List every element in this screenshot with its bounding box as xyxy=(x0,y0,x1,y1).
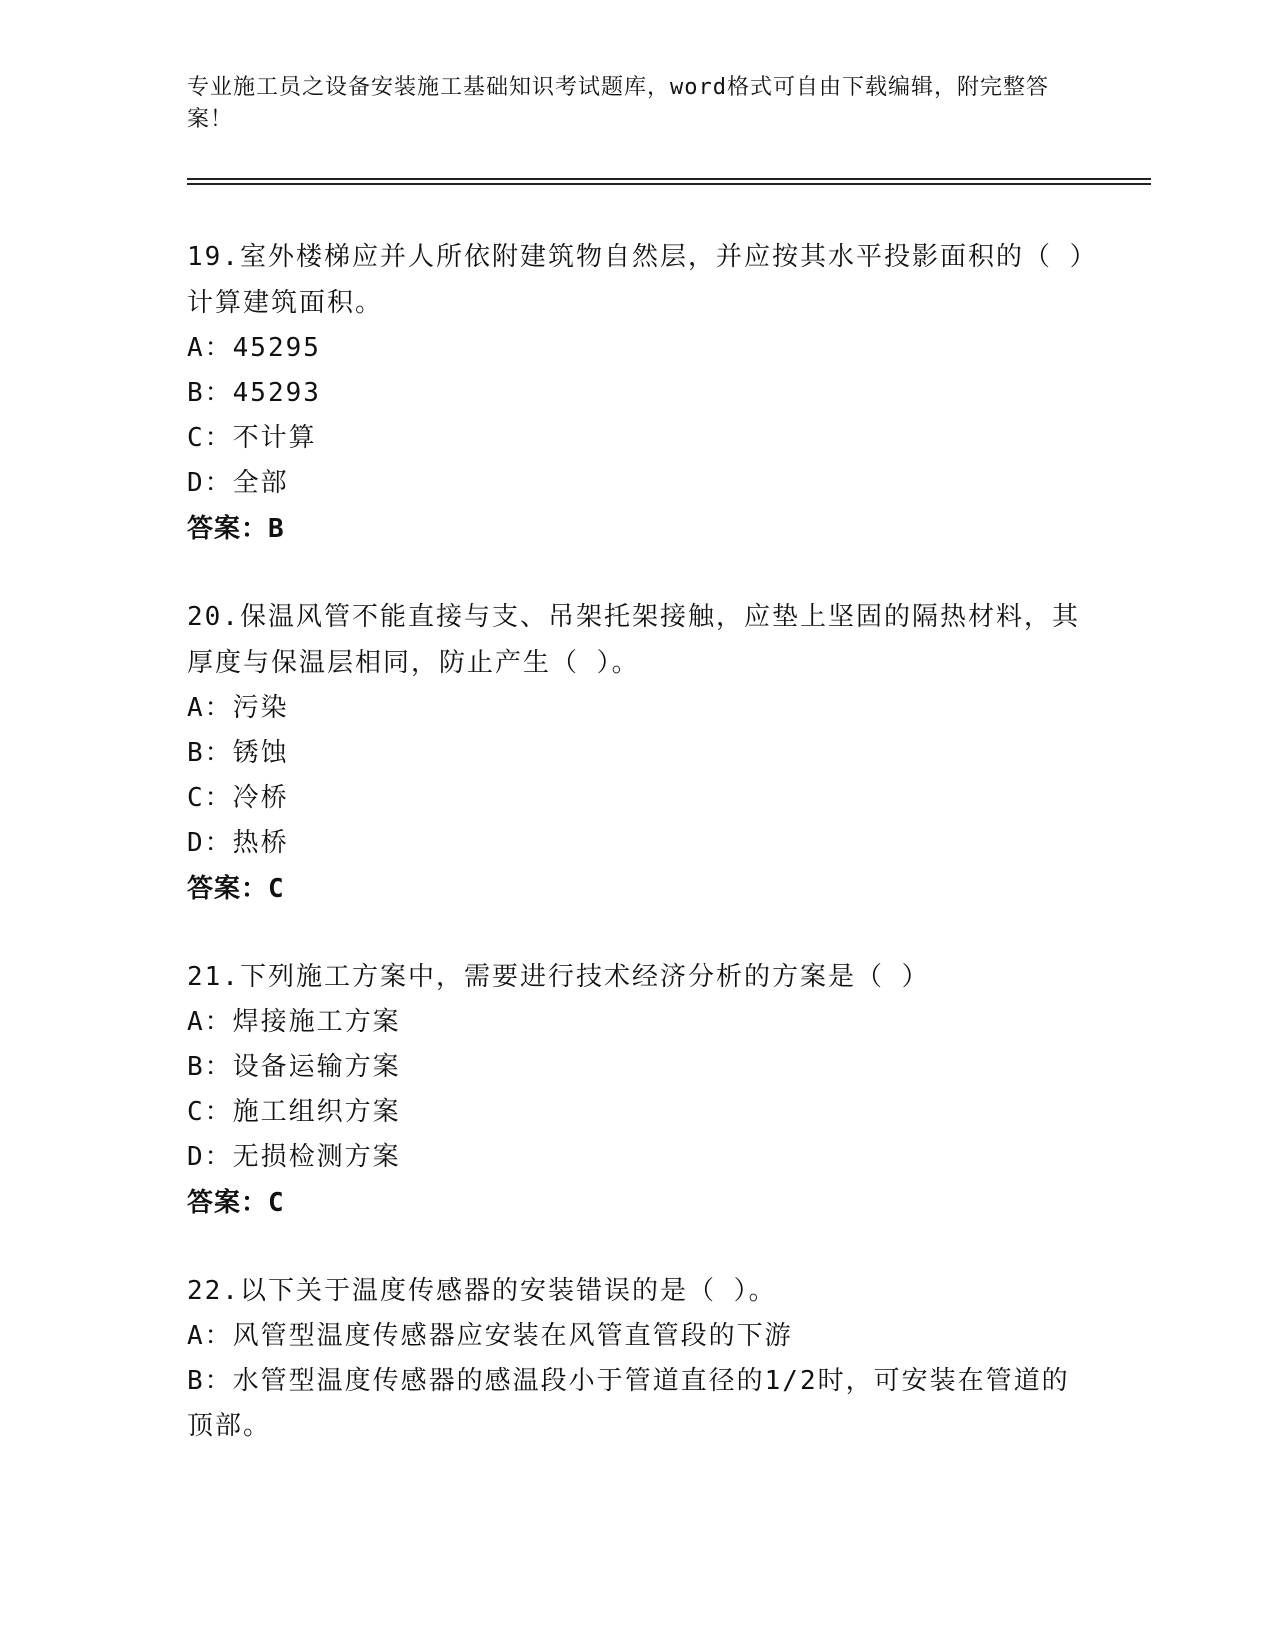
option-a: A：焊接施工方案 xyxy=(187,1007,401,1037)
option-b: B：水管型温度传感器的感温段小于管道直径的1/2时，可安装在管道的顶部。 xyxy=(187,1366,1070,1441)
question-20 xyxy=(187,594,1087,912)
question-22 xyxy=(187,1268,1087,1449)
option-c: C：不计算 xyxy=(187,423,317,453)
option-b: B：锈蚀 xyxy=(187,738,289,768)
option-a: A：45295 xyxy=(187,333,321,363)
answer-label: 答案：B xyxy=(187,514,285,544)
answer-label: 答案：C xyxy=(187,874,285,904)
option-b: B：45293 xyxy=(187,378,321,408)
question-19 xyxy=(187,234,1087,552)
option-b: B：设备运输方案 xyxy=(187,1052,401,1082)
option-a: A：污染 xyxy=(187,693,289,723)
question-stem: 22.以下关于温度传感器的安装错误的是（ ）。 xyxy=(187,1276,777,1306)
question-list xyxy=(187,234,1087,1491)
option-c: C：冷桥 xyxy=(187,783,289,813)
option-a: A：风管型温度传感器应安装在风管直管段的下游 xyxy=(187,1321,793,1351)
header-divider-top xyxy=(187,178,1151,180)
option-c: C：施工组织方案 xyxy=(187,1097,401,1127)
question-stem: 19.室外楼梯应并人所依附建筑物自然层，并应按其水平投影面积的（ ）计算建筑面积。 xyxy=(187,242,1085,318)
question-stem: 20.保温风管不能直接与支、吊架托架接触，应垫上坚固的隔热材料，其厚度与保温层相同，防止产生（ ）。 xyxy=(187,602,1080,678)
header-divider-bottom xyxy=(187,183,1151,185)
option-d: D：无损检测方案 xyxy=(187,1142,401,1172)
option-d: D：全部 xyxy=(187,468,289,498)
question-stem: 21.下列施工方案中，需要进行技术经济分析的方案是（ ） xyxy=(187,962,930,992)
answer-label: 答案：C xyxy=(187,1188,285,1218)
option-d: D：热桥 xyxy=(187,828,289,858)
question-21 xyxy=(187,954,1087,1226)
document-header: 专业施工员之设备安装施工基础知识考试题库，word格式可自由下载编辑，附完整答案！ xyxy=(187,75,1049,132)
